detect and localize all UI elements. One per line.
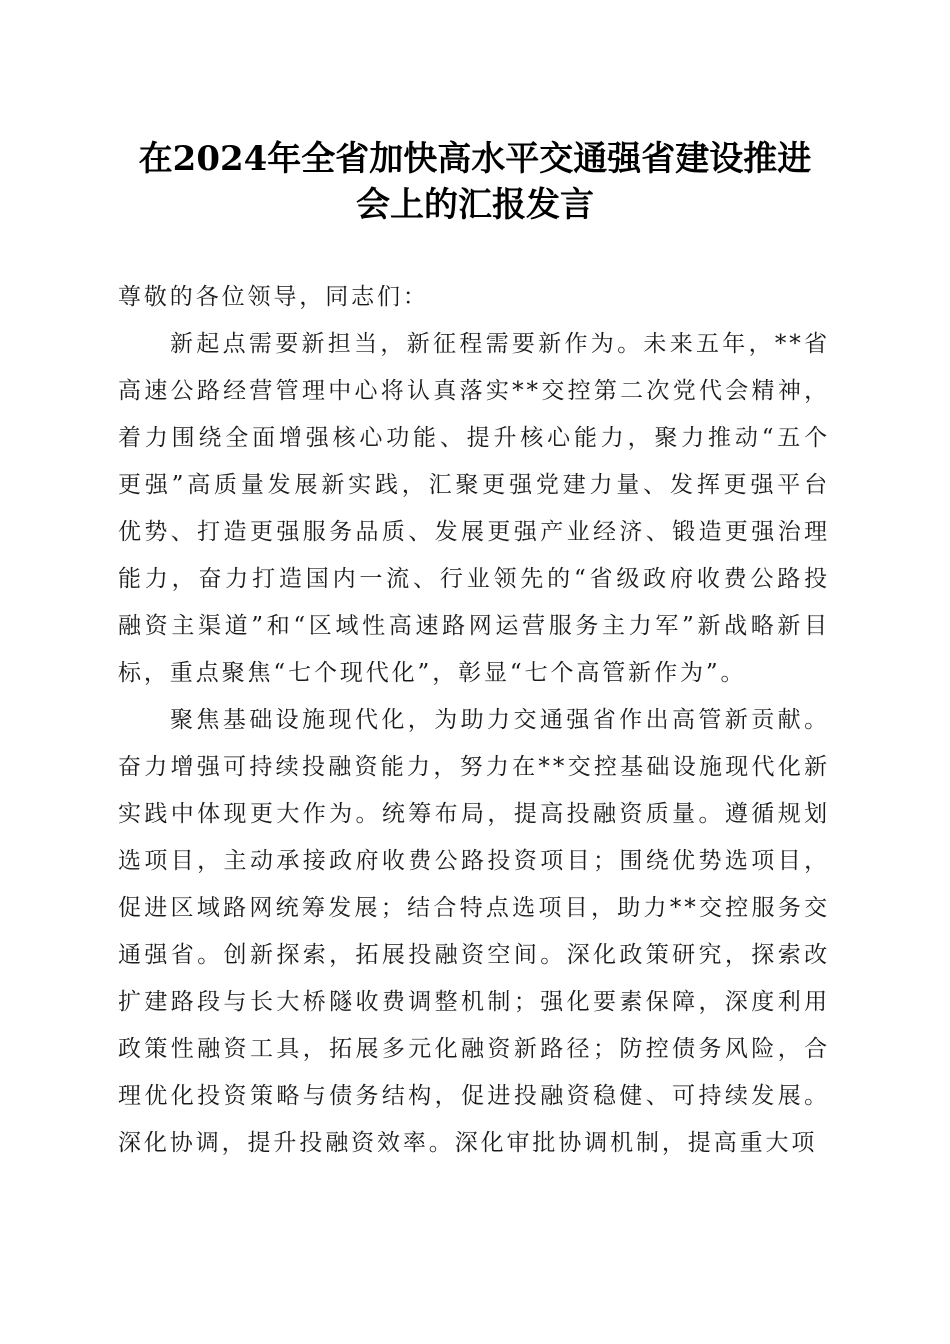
title-line-2: 会上的汇报发言 [356, 185, 594, 225]
title-line-1: 在2024年全省加快高水平交通强省建设推进 [138, 139, 812, 179]
salutation: 尊敬的各位领导，同志们： [118, 284, 429, 310]
paragraph-2: 聚焦基础设施现代化，为助力交通强省作出高管新贡献。奋力增强可持续投融资能力，努力在**交控基础设施现代化新实践中体现更大作为。统筹布局，提高投融资质量。遵循规划选项目，主动承接政府收费公路投资项目；围绕优势选项目，促进区域路网统筹发展；结合特点选项目，助力**交控服务交通强省。创新探索，拓展投融资空间。深化政策研究，探索改扩建路段与长大桥隧收费调整机制；强化要素保障，深度利用政策性融资工具，拓展多元化融资新路径；防控债务风险，合理优化投资策略与债务结构，促进投融资稳健、可持续发展。深化协调，提升投融资效率。深化审批协调机制，提高重大项 [118, 707, 830, 1156]
document-title [110, 136, 840, 228]
document-body [118, 274, 830, 1167]
paragraph-1: 新起点需要新担当，新征程需要新作为。未来五年，**省高速公路经营管理中心将认真落实**交控第二次党代会精神，着力围绕全面增强核心功能、提升核心能力，聚力推动“五个更强”高质量发展新实践，汇聚更强党建力量、发挥更强平台优势、打造更强服务品质、发展更强产业经济、锻造更强治理能力，奋力打造国内一流、行业领先的“省级政府收费公路投融资主渠道”和“区域性高速路网运营服务主力军”新战略新目标，重点聚焦“七个现代化”，彰显“七个高管新作为”。 [118, 331, 830, 686]
